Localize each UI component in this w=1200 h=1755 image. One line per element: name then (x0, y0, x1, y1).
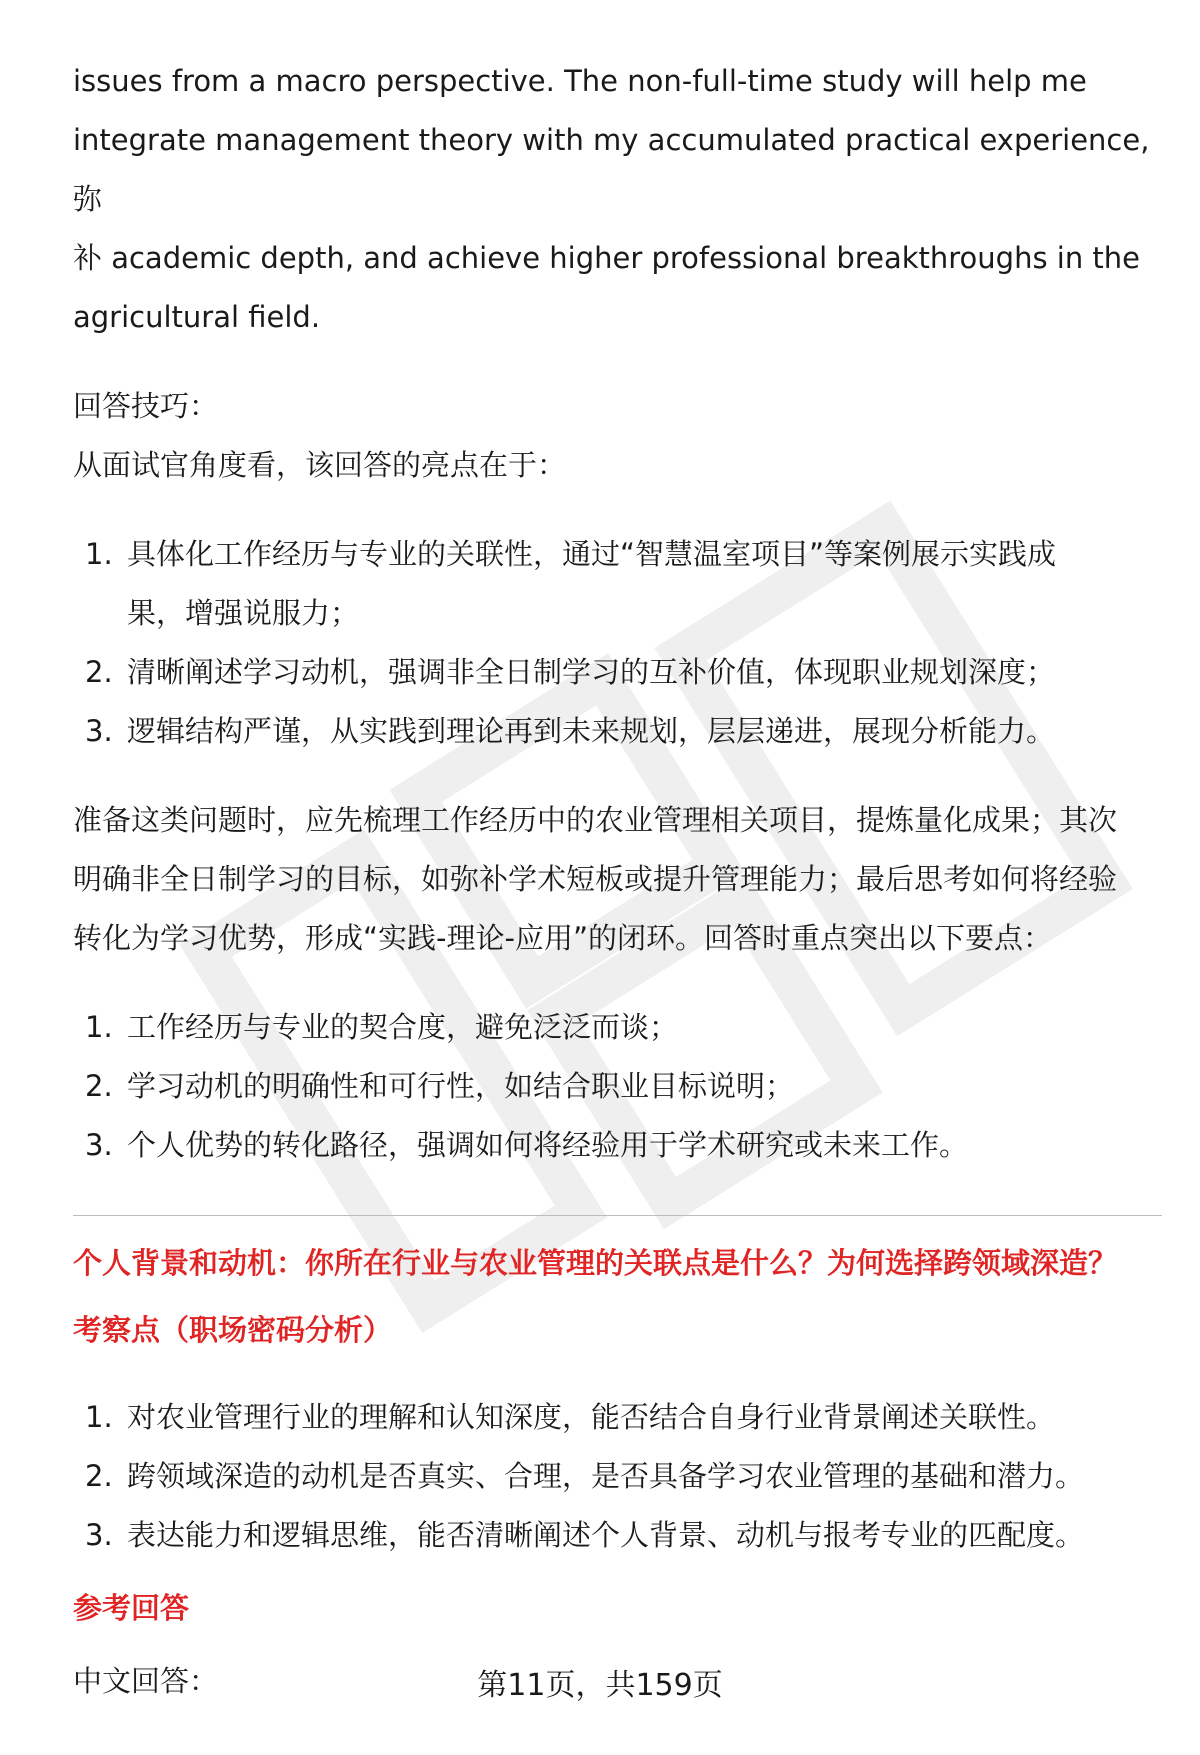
list-item (73, 1116, 1153, 1175)
text-line: 补 academic depth, and achieve higher professional breakthroughs in the (73, 241, 1141, 275)
list-number: 1. (85, 1400, 113, 1434)
tips-lead: 从面试官角度看，该回答的亮点在于： (73, 448, 567, 482)
list-number: 3. (85, 1518, 113, 1552)
list-item (73, 1057, 1153, 1116)
list-number: 2. (85, 1069, 113, 1103)
document-page (73, 52, 1153, 1711)
list-item (73, 1506, 1153, 1565)
tips-points (73, 525, 1153, 761)
reference-answer-label: 参考回答 (73, 1591, 190, 1625)
text-line: integrate management theory with my accumulated practical experience,弥 (73, 123, 1150, 216)
text-line: 明确非全日制学习的目标，如弥补学术短板或提升管理能力；最后思考如何将经验 (73, 862, 1118, 896)
list-number: 3. (85, 714, 113, 748)
list-text: 跨领域深造的动机是否真实、合理，是否具备学习农业管理的基础和潜力。 (127, 1459, 1085, 1493)
focus-label: 考察点（职场密码分析） (73, 1313, 393, 1347)
prep-paragraph (73, 791, 1153, 968)
focus-points (73, 1388, 1153, 1565)
list-number: 1. (85, 1010, 113, 1044)
list-number: 3. (85, 1128, 113, 1162)
text-line: 转化为学习优势，形成“实践-理论-应用”的闭环。回答时重点突出以下要点： (73, 921, 1052, 955)
list-text: 表达能力和逻辑思维，能否清晰阐述个人背景、动机与报考专业的匹配度。 (127, 1518, 1085, 1552)
list-item (73, 643, 1153, 702)
question-title: 个人背景和动机：你所在行业与农业管理的关联点是什么？为何选择跨领域深造？ (73, 1246, 1118, 1280)
list-text: 果，增强说服力； (127, 596, 360, 630)
list-item (73, 1388, 1153, 1447)
list-text: 工作经历与专业的契合度，避免泛泛而谈； (127, 1010, 679, 1044)
list-text: 具体化工作经历与专业的关联性，通过“智慧温室项目”等案例展示实践成 (127, 537, 1057, 571)
list-item (73, 998, 1153, 1057)
list-number: 1. (85, 537, 113, 571)
list-number: 2. (85, 1459, 113, 1493)
text-line: 准备这类问题时，应先梳理工作经历中的农业管理相关项目，提炼量化成果；其次 (73, 803, 1118, 837)
chinese-answer-label: 中文回答： (73, 1664, 219, 1698)
text-line: issues from a macro perspective. The non-full-time study will help me (73, 64, 1087, 98)
list-text: 清晰阐述学习动机，强调非全日制学习的互补价值，体现职业规划深度； (127, 655, 1056, 689)
text-line: agricultural field. (73, 300, 321, 334)
list-text: 对农业管理行业的理解和认知深度，能否结合自身行业背景阐述关联性。 (127, 1400, 1056, 1434)
list-item (73, 525, 1153, 643)
page-number: 第11页，共159页 (477, 1668, 723, 1703)
list-text: 学习动机的明确性和可行性，如结合职业目标说明； (127, 1069, 795, 1103)
list-text: 个人优势的转化路径，强调如何将经验用于学术研究或未来工作。 (127, 1128, 969, 1162)
tips-label: 回答技巧： (73, 389, 219, 423)
intro-paragraph (73, 52, 1153, 347)
list-text: 逻辑结构严谨，从实践到理论再到未来规划，层层递进，展现分析能力。 (127, 714, 1056, 748)
list-number: 2. (85, 655, 113, 689)
list-item (73, 702, 1153, 761)
list-item (73, 1447, 1153, 1506)
prep-points (73, 998, 1153, 1175)
